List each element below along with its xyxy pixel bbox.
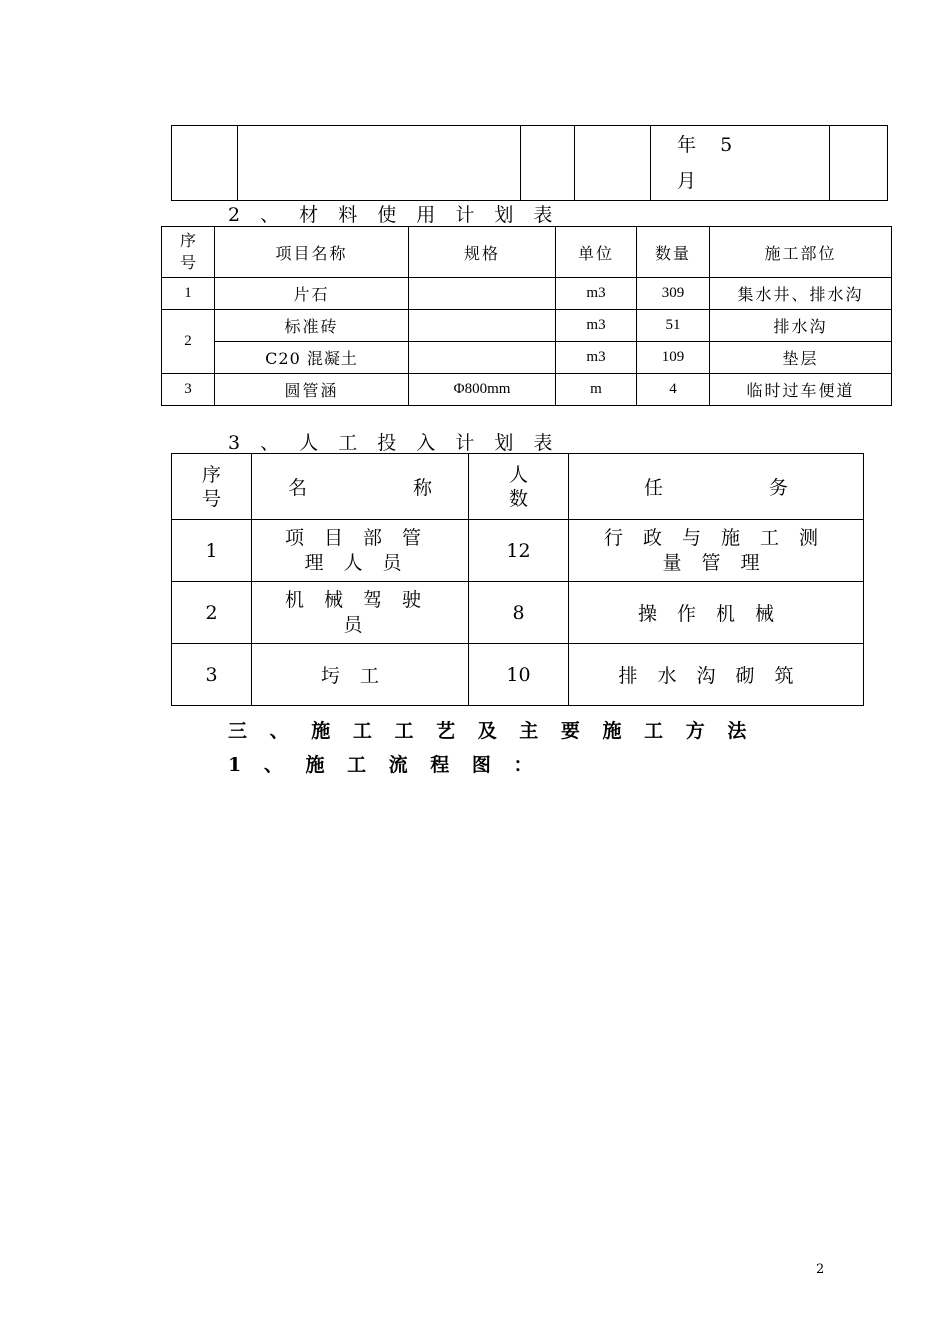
cell-name: 机械驾驶员 [252, 582, 469, 644]
cell-unit: m3 [556, 278, 637, 310]
cell-location: 临时过车便道 [710, 374, 892, 406]
cell-seq: 2 [172, 582, 252, 644]
cell-qty: 4 [637, 374, 710, 406]
header-name: 项目名称 [215, 227, 409, 278]
header-seq: 序号 [172, 454, 252, 520]
header-spec: 规格 [409, 227, 556, 278]
cell-seq: 3 [172, 644, 252, 706]
cell-name: 片石 [215, 278, 409, 310]
cell-seq: 3 [162, 374, 215, 406]
cell-spec [409, 278, 556, 310]
cell-task: 操作机械 [569, 582, 864, 644]
table-row [172, 582, 864, 644]
cell-location: 排水沟 [710, 310, 892, 342]
materials-table [161, 226, 892, 406]
cell-unit: m3 [556, 342, 637, 374]
cell-name: 标准砖 [215, 310, 409, 342]
table-row [162, 278, 892, 310]
table-cell [521, 126, 575, 201]
table-cell [575, 126, 651, 201]
cell-location: 垫层 [710, 342, 892, 374]
cell-name: 圬工 [252, 644, 469, 706]
header-count: 人数 [469, 454, 569, 520]
cell-spec [409, 342, 556, 374]
header-task: 任 务 [569, 454, 864, 520]
header-qty: 数量 [637, 227, 710, 278]
cell-location: 集水井、排水沟 [710, 278, 892, 310]
labor-table [171, 453, 864, 706]
cell-count: 10 [469, 644, 569, 706]
table-header-row [172, 454, 864, 520]
date-cell-line: 月 [677, 170, 697, 192]
section-subtitle: 1 、 施 工 流 程 图 ： [228, 754, 533, 776]
cell-qty: 109 [637, 342, 710, 374]
cell-seq: 1 [172, 520, 252, 582]
page-number: 2 [816, 1262, 825, 1277]
date-cell-line: 年 5 [677, 134, 733, 156]
cell-seq: 2 [162, 310, 215, 374]
materials-heading: 2 、 材 料 使 用 计 划 表 [228, 204, 553, 226]
header-name: 名 称 [252, 454, 469, 520]
date-cell [651, 126, 830, 201]
cell-name: 项目部管理人员 [252, 520, 469, 582]
table-cell [238, 126, 521, 201]
table-row [172, 520, 864, 582]
cell-task: 行政与施工测量管理 [569, 520, 864, 582]
cell-spec [409, 310, 556, 342]
cell-count: 12 [469, 520, 569, 582]
table-header-row [162, 227, 892, 278]
cell-unit: m [556, 374, 637, 406]
table-row [172, 644, 864, 706]
cell-seq: 1 [162, 278, 215, 310]
header-unit: 单位 [556, 227, 637, 278]
table-row [162, 374, 892, 406]
table-row [162, 342, 892, 374]
cell-task: 排水沟砌筑 [569, 644, 864, 706]
cell-spec: Φ800mm [409, 374, 556, 406]
labor-heading: 3 、 人 工 投 入 计 划 表 [228, 432, 553, 454]
header-location: 施工部位 [710, 227, 892, 278]
table-row [162, 310, 892, 342]
header-seq: 序号 [162, 227, 215, 278]
cell-qty: 309 [637, 278, 710, 310]
cell-name: 圆管涵 [215, 374, 409, 406]
cell-name: C20 混凝土 [215, 342, 409, 374]
table-cell [172, 126, 238, 201]
cell-unit: m3 [556, 310, 637, 342]
cell-qty: 51 [637, 310, 710, 342]
previous-table-fragment [171, 125, 888, 201]
table-cell [830, 126, 888, 201]
cell-count: 8 [469, 582, 569, 644]
section-title: 三 、 施 工 工 艺 及 主 要 施 工 方 法 [228, 720, 747, 742]
